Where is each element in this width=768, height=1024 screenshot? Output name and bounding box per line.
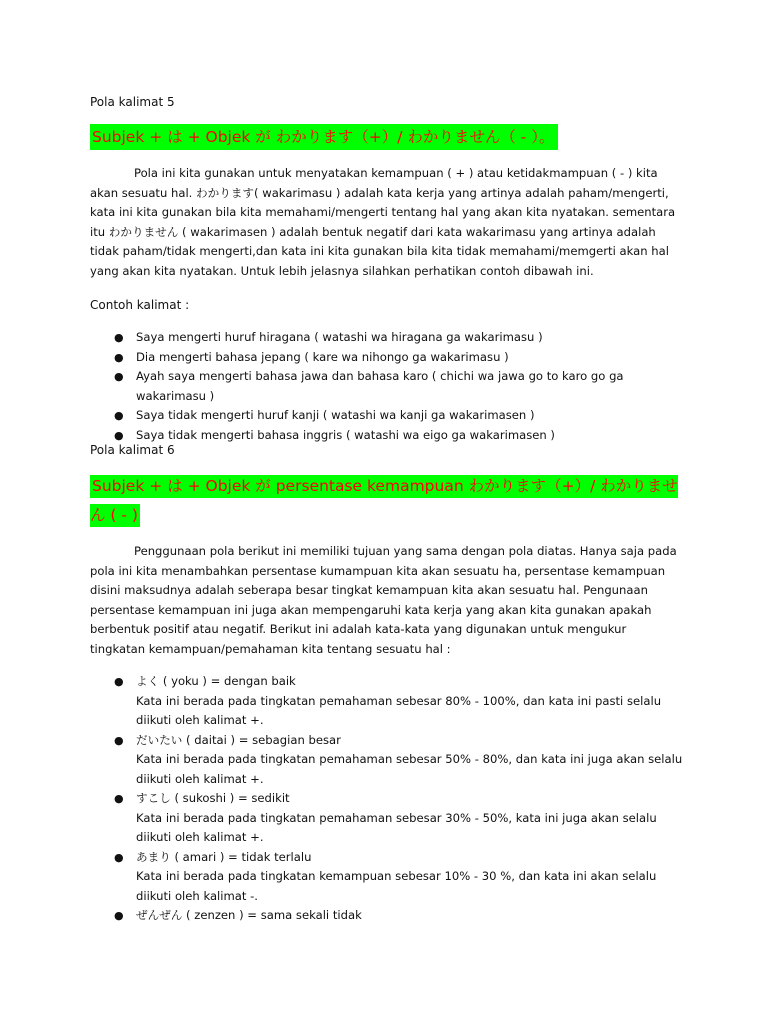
section6-title-text: Subjek + は + Objek が persentase kemampuan わかります（+）/ わかりません ( - ): [90, 475, 678, 527]
list-item: [90, 348, 690, 368]
bullet-dot-icon: ●: [114, 331, 124, 344]
level-term: だいたい ( daitai ) = sebagian besar: [136, 732, 341, 747]
levels-list: [90, 672, 690, 926]
section5-title: Subjek + は + Objek が わかります（+）/ わかりません（ - ）。: [90, 124, 558, 150]
level-term: ぜんぜん ( zenzen ) = sama sekali tidak: [136, 908, 362, 922]
level-term: すこし ( sukoshi ) = sedikit: [136, 791, 290, 805]
bullet-dot-icon: ●: [114, 370, 124, 383]
bullet-dot-icon: ●: [114, 409, 124, 422]
bullet-dot-icon: ●: [114, 428, 124, 442]
bullet-dot-icon: ●: [114, 675, 124, 688]
list-item: [90, 672, 690, 731]
list-item: [90, 731, 690, 790]
level-term: あまり ( amari ) = tidak terlalu: [136, 849, 312, 864]
section5-paragraph-text: Pola ini kita gunakan untuk menyatakan kemampuan ( + ) atau ketidakmampuan ( - ) kita akan sesuatu hal. わかります( wakarimasu ) adalah kata kerja yang artinya adalah paham/mengerti, kata ini kita gunakan bila kita memahami/mengerti tentang hal yang akan kita nyatakan. sementara itu わかりません ( wakarimasen ) adalah bentuk negatif dari kata wakarimasu yang artinya adalah tidak paham/tidak mengerti,dan kata ini kita gunakan bila kita tidak memahami/memgerti akan hal yang akan kita nyatakan. Untuk lebih jelasnya silahkan perhatikan contoh dibawah ini.: [90, 166, 676, 278]
example-text: Saya tidak mengerti huruf kanji ( watashi wa kanji ga wakarimasen ): [136, 408, 535, 422]
list-item: [90, 367, 690, 406]
list-item: [90, 848, 690, 907]
bullet-dot-icon: ●: [114, 733, 124, 747]
examples-label: Contoh kalimat :: [90, 298, 190, 312]
bullet-dot-icon: ●: [114, 350, 124, 364]
list-item: [90, 406, 690, 426]
section6-label: Pola kalimat 6: [90, 443, 175, 457]
list-item: [90, 328, 690, 348]
section6-paragraph: [90, 542, 682, 660]
section5-label: Pola kalimat 5: [90, 95, 175, 109]
bullet-dot-icon: ●: [114, 850, 124, 864]
list-item: [90, 906, 690, 926]
bullet-dot-icon: ●: [114, 792, 124, 805]
example-text: Ayah saya mengerti bahasa jawa dan bahasa karo ( chichi wa jawa go to karo go ga wakarimasu ): [136, 369, 624, 403]
list-item: [90, 789, 690, 848]
level-description: Kata ini berada pada tingkatan pemahaman sebesar 80% - 100%, dan kata ini pasti selalu diikuti oleh kalimat +.: [136, 693, 662, 727]
level-description: Kata ini berada pada tingkatan kemampuan sebesar 10% - 30 %, dan kata ini akan selalu diikuti oleh kalimat -.: [136, 869, 657, 903]
section6-paragraph-text: Penggunaan pola berikut ini memiliki tujuan yang sama dengan pola diatas. Hanya saja pada pola ini kita menambahkan persentase kumampuan kita akan sesuatu ha, persentase kemampuan disini maksudnya adalah seberapa besar tingkat kemampuan kita akan sesuatu hal. Pengunaan persentase kemampuan ini juga akan mempengaruhi kata kerja yang akan kita gunakan apakah berbentuk positif atau negatif. Berikut ini adalah kata-kata yang digunakan untuk mengukur tingkatan kemampuan/pemahaman kita tentang sesuatu hal :: [90, 544, 677, 656]
level-description: Kata ini berada pada tingkatan pemahaman sebesar 50% - 80%, dan kata ini juga akan selalu diikuti oleh kalimat +.: [136, 752, 683, 786]
list-item: [90, 426, 690, 446]
section6-title: [90, 472, 682, 530]
examples-list: [90, 328, 690, 445]
level-description: Kata ini berada pada tingkatan pemahaman sebesar 30% - 50%, kata ini juga akan selalu diikuti oleh kalimat +.: [136, 810, 657, 844]
example-text: Saya tidak mengerti bahasa inggris ( watashi wa eigo ga wakarimasen ): [136, 427, 555, 442]
example-text: Dia mengerti bahasa jepang ( kare wa nihongo ga wakarimasu ): [136, 349, 509, 364]
example-text: Saya mengerti huruf hiragana ( watashi wa hiragana ga wakarimasu ): [136, 330, 543, 344]
bullet-dot-icon: ●: [114, 909, 124, 922]
section5-paragraph: [90, 164, 682, 282]
level-term: よく ( yoku ) = dengan baik: [136, 674, 296, 688]
